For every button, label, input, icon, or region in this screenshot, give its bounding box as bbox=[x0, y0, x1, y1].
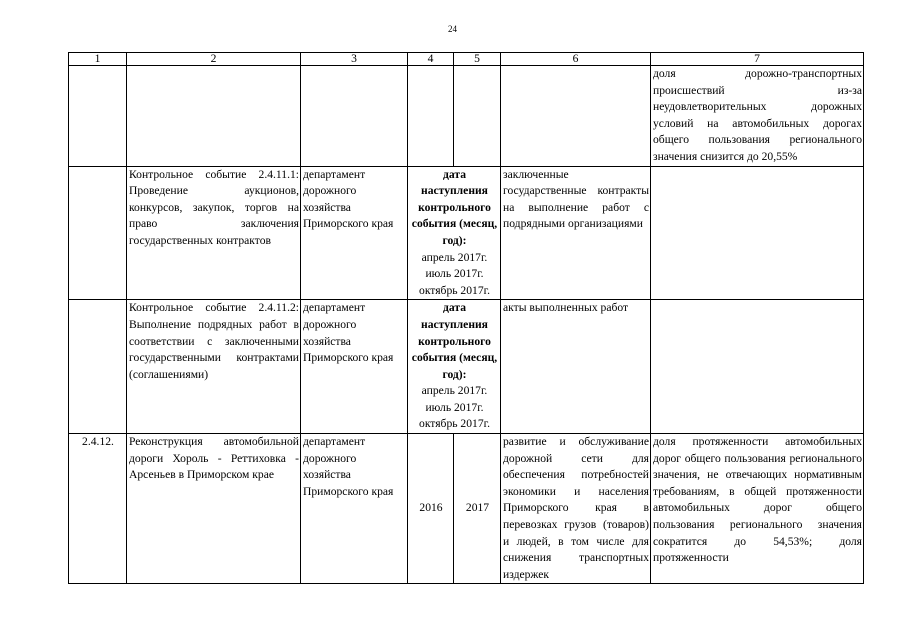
start-year: 2016 bbox=[408, 434, 454, 584]
table-row bbox=[69, 434, 864, 584]
control-event-date: апрель 2017г. bbox=[421, 250, 488, 264]
measure-number: 2.4.12. bbox=[69, 434, 127, 584]
page-number: 24 bbox=[448, 24, 457, 34]
indicator-cell: доля протяженности автомобильных дорог общего пользования регионального значения, не отвечающих нормативным требованиям, в общей протяженности автомобильных дорог общего пользования регионального значения сократится до 54,53%; доля протяженности bbox=[651, 434, 864, 584]
measure-name: Реконструкция автомобильной дороги Хороль - Реттиховка - Арсеньев в Приморском крае bbox=[127, 434, 301, 584]
cell-empty bbox=[454, 66, 501, 167]
cell-empty bbox=[501, 66, 651, 167]
cell-empty bbox=[651, 166, 864, 300]
measures-table bbox=[68, 52, 864, 584]
header-col-1: 1 bbox=[69, 53, 127, 66]
control-event-date: октябрь 2017г. bbox=[419, 283, 490, 297]
header-col-4: 4 bbox=[408, 53, 454, 66]
header-col-2: 2 bbox=[127, 53, 301, 66]
cell-empty bbox=[651, 300, 864, 434]
cell-empty bbox=[69, 300, 127, 434]
cell-empty bbox=[69, 66, 127, 167]
expected-result: развитие и обслуживание дорожной сети для обеспечения потребностей экономики и населения Приморского края в перевозках грузов (товаров) и людей, в том числе для снижения транспортных издержек bbox=[501, 434, 651, 584]
cell-empty bbox=[408, 66, 454, 167]
control-event-date-label: дата наступления контрольного события (месяц, год): bbox=[411, 167, 498, 247]
header-row bbox=[69, 53, 864, 66]
control-event-date: июль 2017г. bbox=[425, 400, 484, 414]
responsible-executor: департамент дорожного хозяйства Приморского края bbox=[301, 166, 408, 300]
control-event-dates bbox=[408, 166, 501, 300]
table-row bbox=[69, 166, 864, 300]
header-col-7: 7 bbox=[651, 53, 864, 66]
indicator-cell: доля дорожно-транспортных происшествий из-за неудовлетворительных дорожных условий на автомобильных дорогах общего пользования регионального значения снизится до 20,55% bbox=[651, 66, 864, 167]
control-event-name: Контрольное событие 2.4.11.2: Выполнение подрядных работ в соответствии с заключенными государственными контрактами (соглашениями) bbox=[127, 300, 301, 434]
table-row bbox=[69, 66, 864, 167]
cell-empty bbox=[69, 166, 127, 300]
header-col-6: 6 bbox=[501, 53, 651, 66]
cell-empty bbox=[301, 66, 408, 167]
control-event-date: апрель 2017г. bbox=[421, 384, 488, 398]
expected-result: заключенные государственные контракты на выполнение работ с подрядными организациями bbox=[501, 166, 651, 300]
control-event-name: Контрольное событие 2.4.11.1: Проведение аукционов, конкурсов, закупок, торгов на право заключения государственных контрактов bbox=[127, 166, 301, 300]
responsible-executor: департамент дорожного хозяйства Приморского края bbox=[301, 434, 408, 584]
control-event-date: июль 2017г. bbox=[425, 267, 484, 281]
responsible-executor: департамент дорожного хозяйства Приморского края bbox=[301, 300, 408, 434]
end-year: 2017 bbox=[454, 434, 501, 584]
control-event-date: октябрь 2017г. bbox=[419, 417, 490, 431]
table-row bbox=[69, 300, 864, 434]
expected-result: акты выполненных работ bbox=[501, 300, 651, 434]
control-event-date-label: дата наступления контрольного события (месяц, год): bbox=[411, 301, 498, 381]
control-event-dates bbox=[408, 300, 501, 434]
header-col-5: 5 bbox=[454, 53, 501, 66]
header-col-3: 3 bbox=[301, 53, 408, 66]
cell-empty bbox=[127, 66, 301, 167]
